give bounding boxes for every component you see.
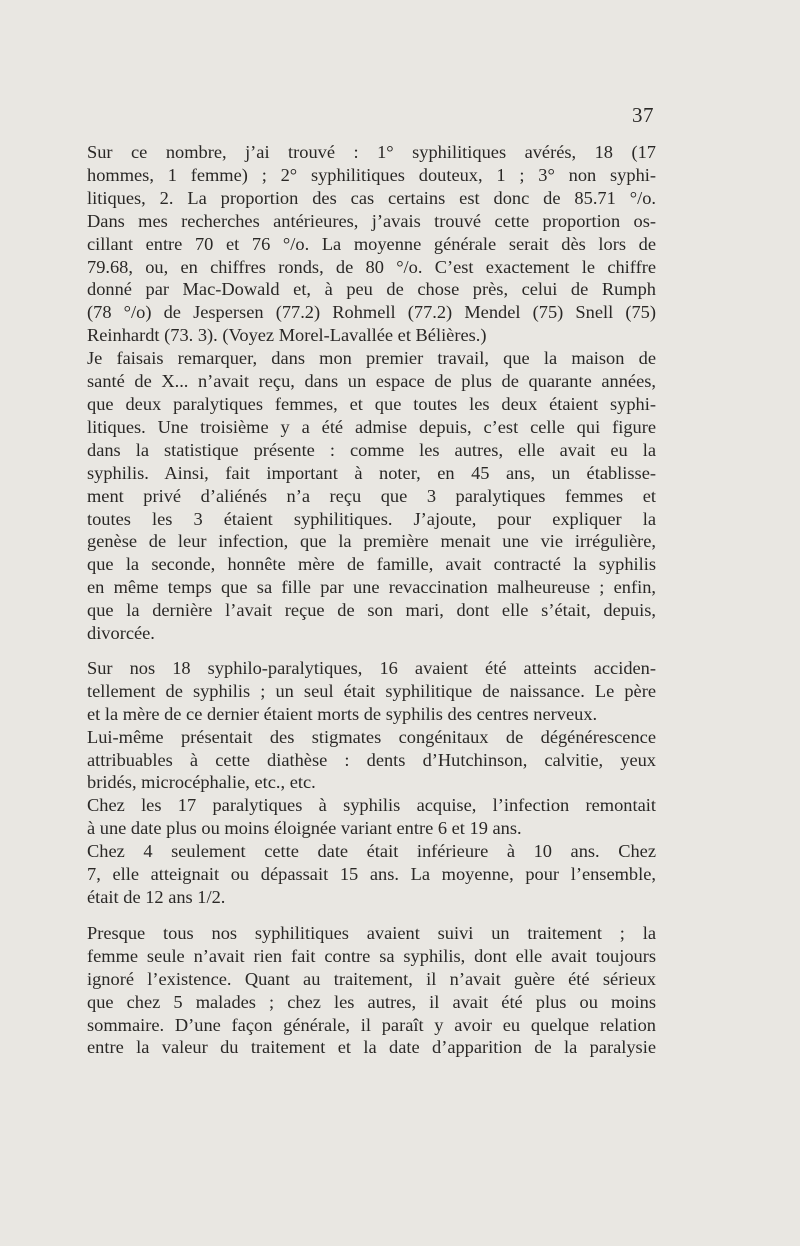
text-line: tellement de syphilis ; un seul était syphilitique de naissance. Le père: [87, 680, 656, 701]
text-line: Chez les 17 paralytiques à syphilis acquise, l’infection remontait: [87, 795, 656, 816]
paragraph-3: [87, 657, 656, 726]
text-line: syphilis. Ainsi, fait important à noter, en 45 ans, un établisse-: [87, 462, 656, 483]
text-line: toutes les 3 étaient syphilitiques. J’ajoute, pour expliquer la: [87, 508, 656, 529]
text-line: ignoré l’existence. Quant au traitement, il n’avait guère été sérieux: [87, 968, 656, 989]
text-line: genèse de leur infection, que la première menait une vie irrégulière,: [87, 531, 656, 552]
text-line: que chez 5 malades ; chez les autres, il avait été plus ou moins: [87, 991, 656, 1012]
text-line: Presque tous nos syphilitiques avaient suivi un traitement ; la: [87, 922, 656, 943]
page-number: 37: [632, 103, 654, 127]
paragraph-5: [87, 794, 656, 840]
text-line: Chez 4 seulement cette date était inférieure à 10 ans. Chez: [87, 841, 656, 862]
text-line: hommes, 1 femme) ; 2° syphilitiques douteux, 1 ; 3° non syphi-: [87, 164, 656, 185]
text-line: Reinhardt (73. 3). (Voyez Morel-Lavallée et Bélières.): [87, 325, 487, 346]
text-line: et la mère de ce dernier étaient morts de syphilis des centres nerveux.: [87, 703, 598, 724]
text-line: Sur nos 18 syphilo-paralytiques, 16 avaient été atteints acciden-: [87, 657, 656, 678]
text-line: que deux paralytiques femmes, et que toutes les deux étaient syphi-: [87, 393, 656, 414]
text-line: femme seule n’avait rien fait contre sa syphilis, dont elle avait toujours: [87, 945, 656, 966]
text-line: attribuables à cette diathèse : dents d’Hutchinson, calvitie, yeux: [87, 749, 656, 770]
text-line: était de 12 ans 1/2.: [87, 887, 226, 907]
body-text: [87, 141, 656, 1059]
text-line: divorcée.: [87, 623, 155, 644]
text-line: Dans mes recherches antérieures, j’avais trouvé cette proportion os-: [87, 210, 656, 231]
text-line: 79.68, ou, en chiffres ronds, de 80 °/o. C’est exactement le chiffre: [87, 256, 656, 277]
text-line: à une date plus ou moins éloignée variant entre 6 et 19 ans.: [87, 818, 522, 839]
text-line: litiques, 2. La proportion des cas certains est donc de 85.71 °/o.: [87, 187, 656, 208]
text-line: Je faisais remarquer, dans mon premier travail, que la maison de: [87, 348, 656, 369]
paragraph-4: [87, 726, 656, 795]
paragraph-1: [87, 141, 656, 347]
text-line: Lui-même présentait des stigmates congénitaux de dégénérescence: [87, 726, 656, 747]
paragraph-7: [87, 922, 656, 1059]
text-line: 7, elle atteignait ou dépassait 15 ans. La moyenne, pour l’ensemble,: [87, 864, 656, 885]
text-line: que la seconde, honnête mère de famille, avait contracté la syphilis: [87, 554, 656, 575]
text-line: cillant entre 70 et 76 °/o. La moyenne générale serait dès lors de: [87, 233, 656, 254]
text-line: donné par Mac-Dowald et, à peu de chose près, celui de Rumph: [87, 279, 656, 300]
paragraph-2: [87, 347, 656, 645]
text-line: en même temps que sa fille par une revaccination malheureuse ; enfin,: [87, 577, 656, 598]
text-line: (78 °/o) de Jespersen (77.2) Rohmell (77.2) Mendel (75) Snell (75): [87, 302, 656, 323]
text-line: que la dernière l’avait reçue de son mari, dont elle s’était, depuis,: [87, 600, 656, 621]
text-line: sommaire. D’une façon générale, il paraît y avoir eu quelque relation: [87, 1014, 656, 1035]
text-line: litiques. Une troisième y a été admise depuis, c’est celle qui figure: [87, 416, 656, 437]
text-line: entre la valeur du traitement et la date d’apparition de la paralysie: [87, 1037, 656, 1058]
text-line: santé de X... n’avait reçu, dans un espace de plus de quarante années,: [87, 371, 656, 392]
text-line: ment privé d’aliénés n’a reçu que 3 paralytiques femmes et: [87, 485, 656, 506]
text-line: dans la statistique présente : comme les autres, elle avait eu la: [87, 439, 656, 460]
text-line: bridés, microcéphalie, etc., etc.: [87, 772, 316, 793]
text-line: Sur ce nombre, j’ai trouvé : 1° syphilitiques avérés, 18 (17: [87, 142, 656, 162]
paragraph-6: [87, 840, 656, 909]
